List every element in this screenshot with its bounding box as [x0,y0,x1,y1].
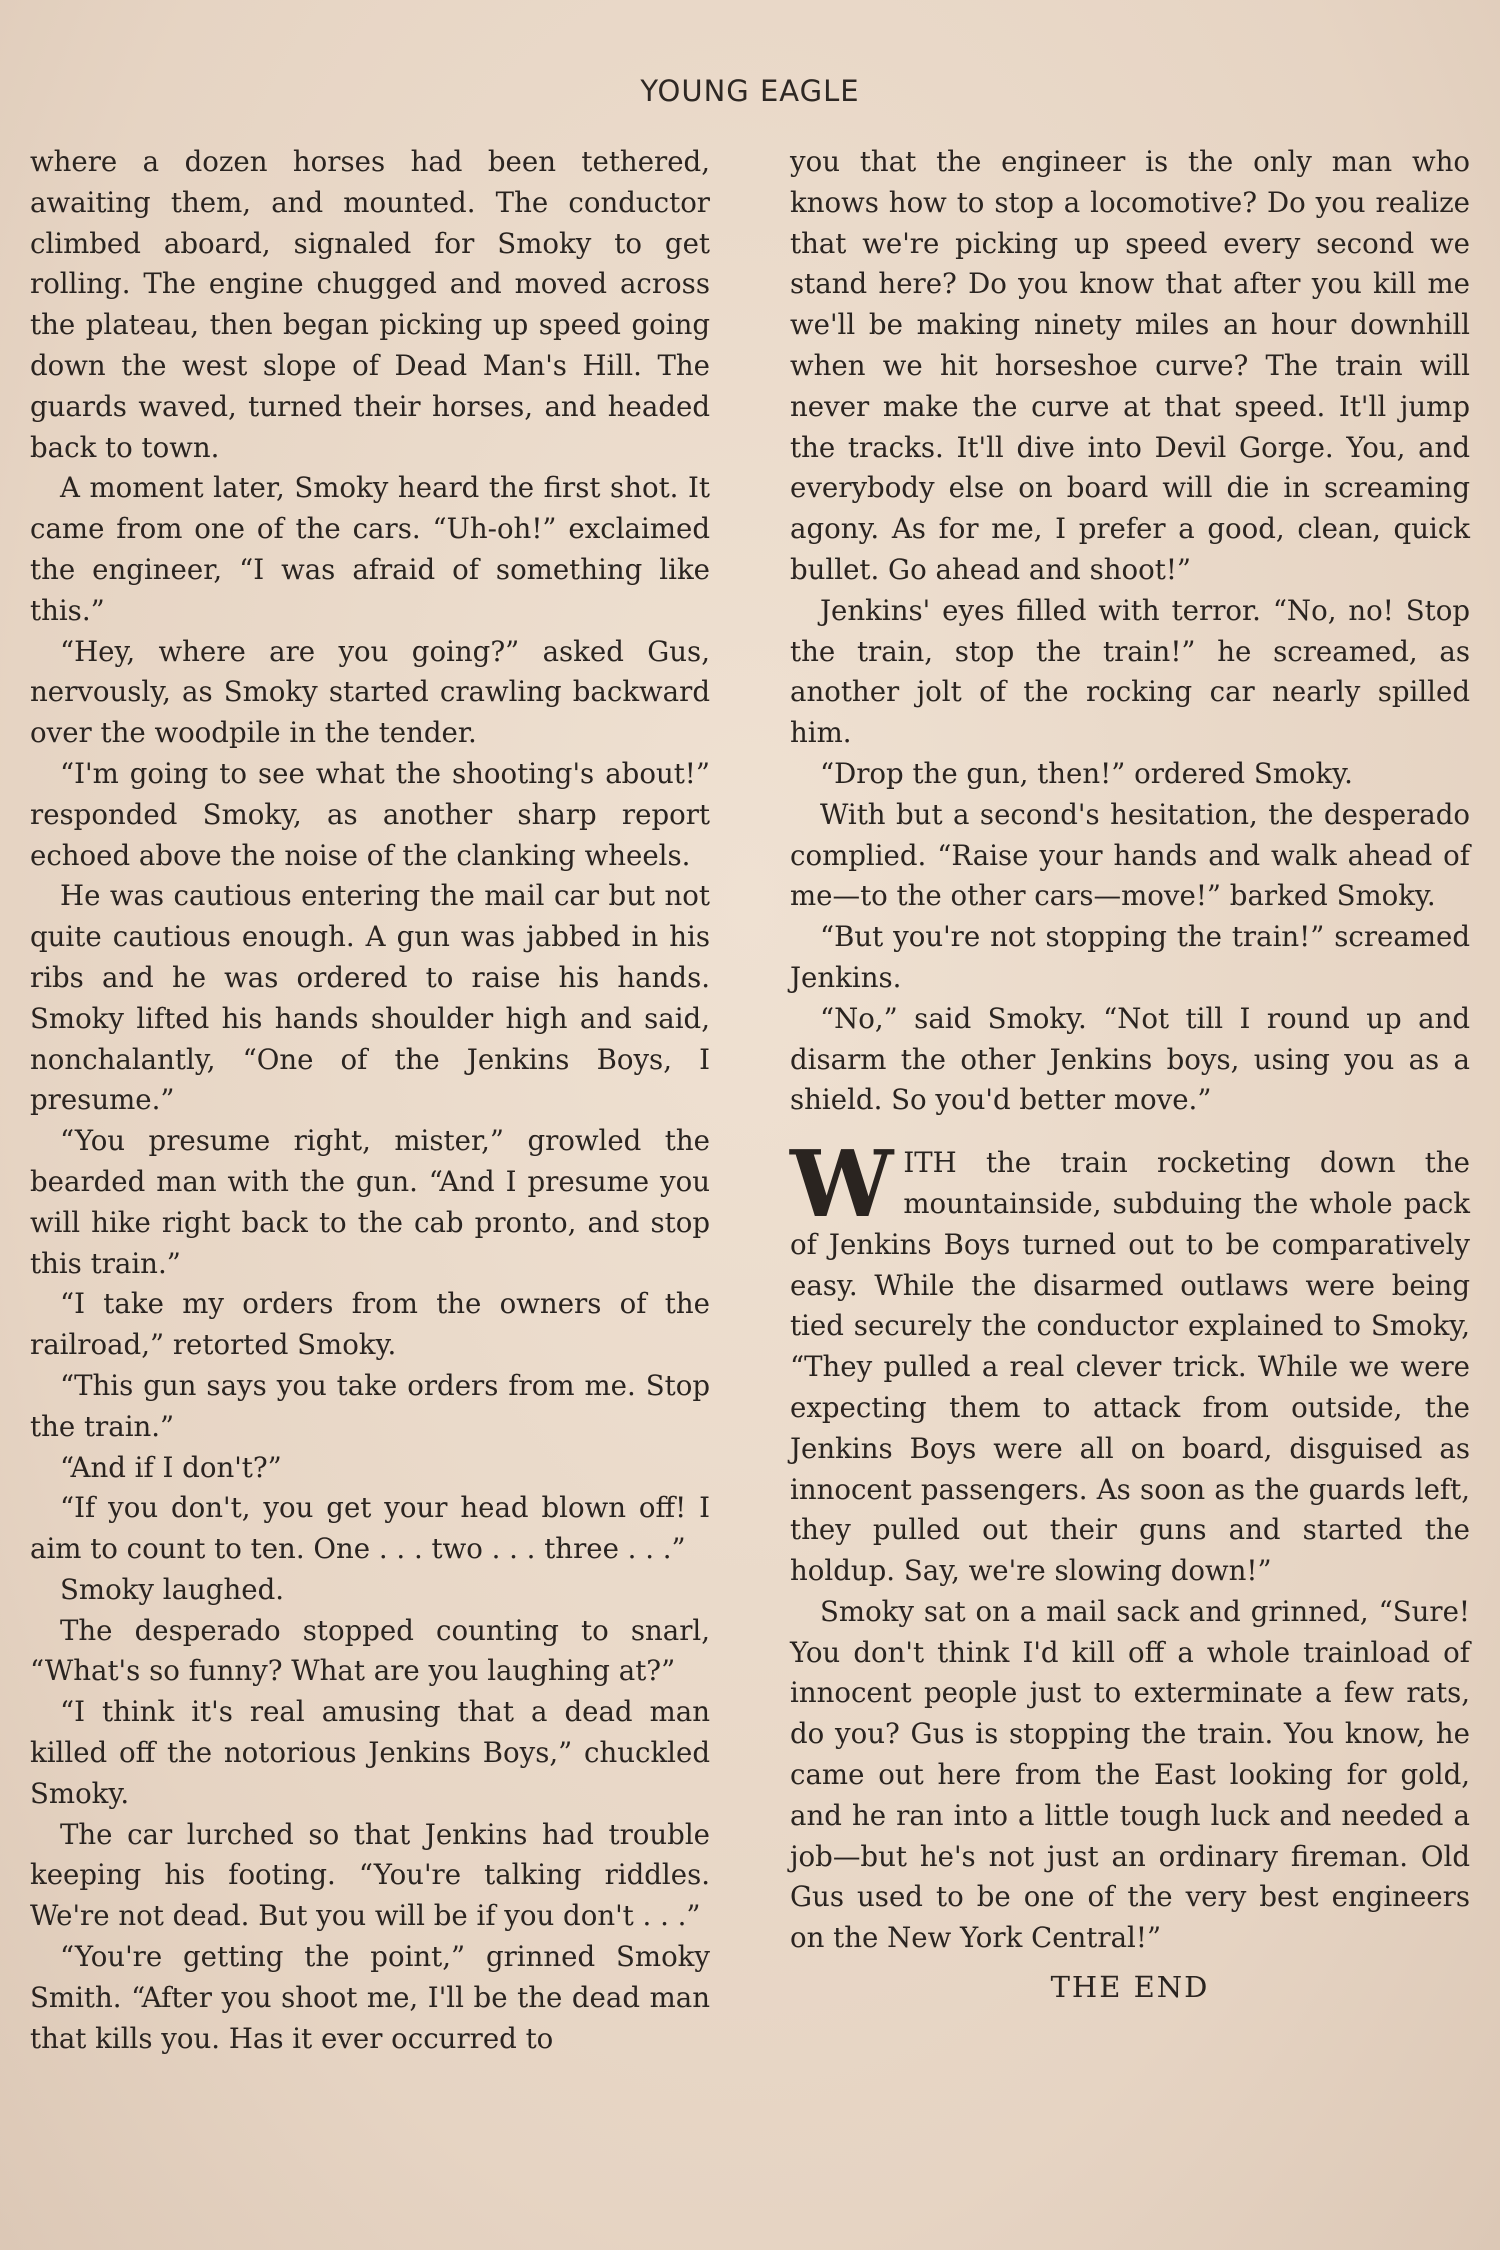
paragraph: With but a second's hesitation, the desperado complied. “Raise your hands and walk ahead of me—to the other cars—move!” barked Smoky. [790,797,1470,913]
paragraph: Jenkins' eyes filled with terror. “No, no! Stop the train, stop the train!” he screamed, as another jolt of the rocking car nearly spilled him. [790,593,1470,750]
paragraph: “No,” said Smoky. “Not till I round up and disarm the other Jenkins boys, using you as a shield. So you'd better move.” [790,1001,1470,1117]
paragraph: Smoky sat on a mail sack and grinned, “Sure! You don't think I'd kill off a whole trainload of innocent people just to exterminate a few rats, do you? Gus is stopping the train. You know, he came out here from the East looking for gold, and he ran into a little tough luck and needed a job—but he's not just an ordinary fireman. Old Gus used to be one of the very best engineers on the New York Central!” [790,1594,1470,1955]
paragraph: The desperado stopped counting to snarl, “What's so funny? What are you laughing at?” [30,1613,710,1688]
left-column [30,142,710,2059]
paragraph: “And if I don't?” [60,1450,282,1484]
paragraph: The car lurched so that Jenkins had trouble keeping his footing. “You're talking riddles. We're not dead. But you will be if you don't . . .” [30,1817,710,1933]
paragraph: “I take my orders from the owners of the railroad,” retorted Smoky. [30,1287,710,1362]
paragraph: “I'm going to see what the shooting's about!” responded Smoky, as another sharp report echoed above the noise of the clanking wheels. [30,756,710,872]
paragraph: A moment later, Smoky heard the first shot. It came from one of the cars. “Uh-oh!” exclaimed the engineer, “I was afraid of something like this.” [30,471,710,627]
right-column [790,142,1470,2008]
paragraph: where a dozen horses had been tethered, awaiting them, and mounted. The conductor climbed aboard, signaled for Smoky to get rolling. The engine chugged and moved across the plateau, then began picking up speed going down the west slope of Dead Man's Hill. The guards waved, turned their horses, and headed back to town. [30,145,710,464]
paragraph: “But you're not stopping the train!” screamed Jenkins. [790,920,1470,994]
dropcap-paragraph [790,1130,1470,1592]
paragraph: “You're getting the point,” grinned Smoky Smith. “After you shoot me, I'll be the dead man that kills you. Has it ever occurred to [30,1940,710,2055]
paragraph: “If you don't, you get your head blown off! I aim to count to ten. One . . . two . . . three . . .” [30,1491,710,1566]
paragraph: “This gun says you take orders from me. Stop the train.” [30,1368,710,1443]
paragraph: He was cautious entering the mail car but not quite cautious enough. A gun was jabbed in his ribs and he was ordered to raise his hands. Smoky lifted his hands shoulder high and said, nonchalantly, “One of the Jenkins Boys, I presume.” [30,879,710,1117]
page-header: YOUNG EAGLE [640,74,860,108]
paragraph: Smoky laughed. [60,1572,285,1606]
paragraph: “I think it's real amusing that a dead man killed off the notorious Jenkins Boys,” chuckled Smoky. [30,1695,710,1810]
paragraph: “You presume right, mister,” growled the bearded man with the gun. “And I presume you will hike right back to the cab pronto, and stop this train.” [30,1124,710,1280]
dropcap-text: ITH the train rocketing down the mountainside, subduing the whole pack of Jenkins Boys turned out to be comparatively easy. While the disarmed outlaws were being tied securely the conductor explained to Smoky, “They pulled a real clever trick. While we were expecting them to attack from outside, the Jenkins Boys were all on board, disguised as innocent passengers. As soon as the guards left, they pulled out their guns and started the holdup. Say, we're slowing down!” [790,1146,1470,1588]
the-end-label: THE END [1050,1970,1210,2005]
dropcap-letter: W [790,1130,894,1239]
paragraph: you that the engineer is the only man who knows how to stop a locomotive? Do you realize that we're picking up speed every second we stand here? Do you know that after you kill me we'll be making ninety miles an hour downhill when we hit horseshoe curve? The train will never make the curve at that speed. It'll jump the tracks. It'll dive into Devil Gorge. You, and everybody else on board will die in screaming agony. As for me, I prefer a good, clean, quick bullet. Go ahead and shoot!” [790,145,1470,586]
paragraph: “Drop the gun, then!” ordered Smoky. [820,756,1353,790]
paragraph: “Hey, where are you going?” asked Gus, nervously, as Smoky started crawling backward over the woodpile in the tender. [30,634,710,750]
